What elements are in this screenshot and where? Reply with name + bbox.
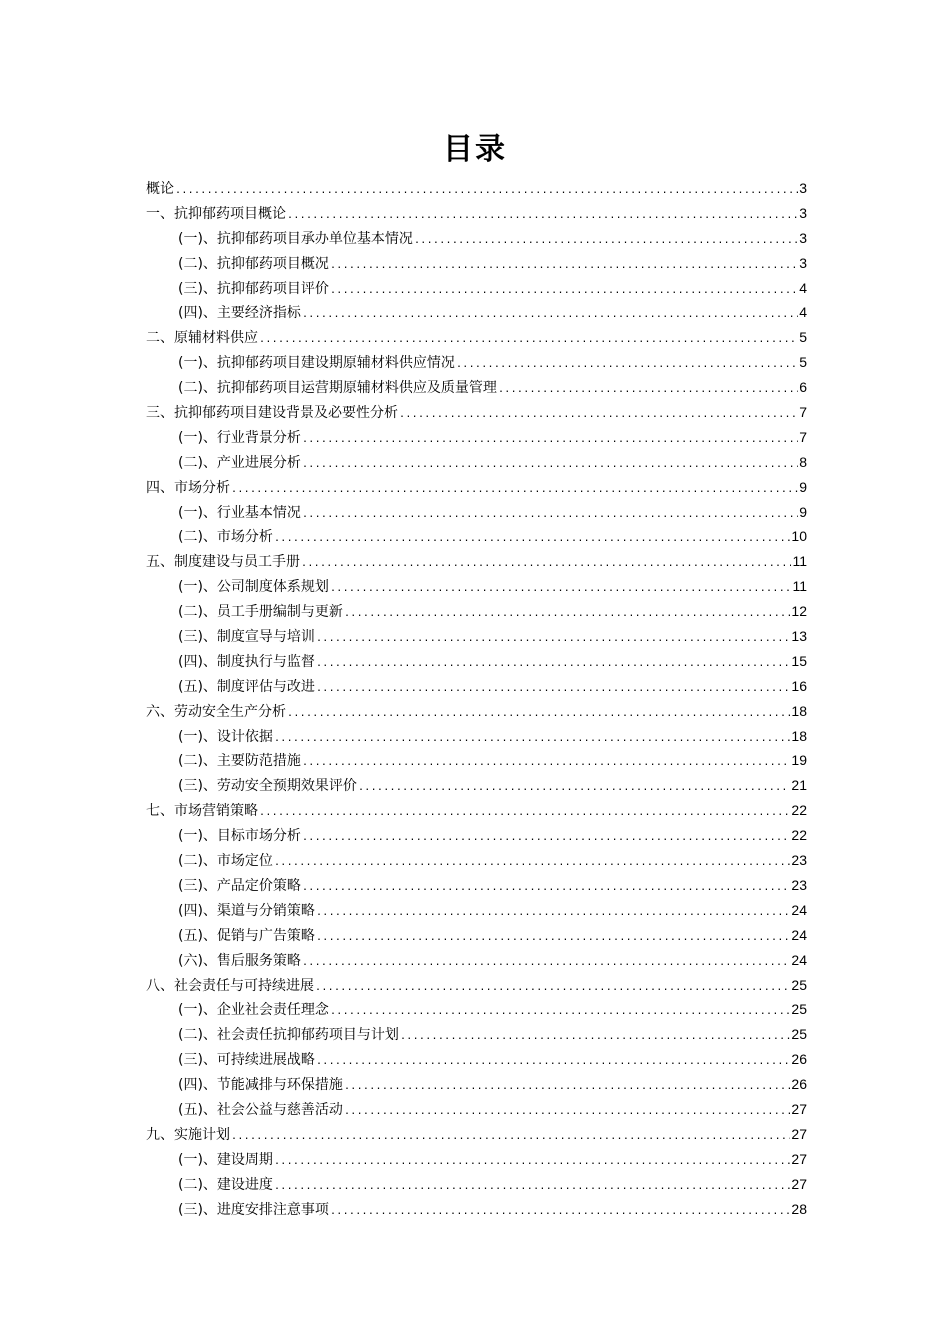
toc-page-number[interactable]: 3: [799, 254, 807, 271]
dot-leader: [316, 652, 790, 677]
toc-page-number[interactable]: 26: [791, 1051, 807, 1068]
toc-entry-text[interactable]: (三)、进度安排注意事项: [178, 1201, 329, 1218]
toc-subsection-entry[interactable]: [146, 1172, 807, 1197]
toc-page-number[interactable]: 15: [791, 652, 807, 669]
toc-section-entry[interactable]: [146, 1122, 807, 1147]
toc-page-number[interactable]: 27: [791, 1125, 807, 1142]
toc-entry-text[interactable]: 八、社会责任与可持续进展: [146, 977, 314, 994]
toc-entry-text[interactable]: (二)、抗抑郁药项目概况: [178, 255, 329, 272]
dot-leader: [302, 503, 798, 528]
toc-subsection-entry[interactable]: [146, 649, 807, 674]
dot-leader: [344, 1075, 790, 1100]
toc-page-number[interactable]: 11: [792, 578, 807, 595]
toc-page-number[interactable]: 4: [799, 279, 807, 296]
toc-subsection-entry[interactable]: [146, 500, 807, 525]
toc-subsection-entry[interactable]: [146, 251, 807, 276]
dot-leader: [302, 751, 790, 776]
toc-subsection-entry[interactable]: [146, 425, 807, 450]
dot-leader: [274, 851, 790, 876]
toc-entry-text[interactable]: (五)、制度评估与改进: [178, 678, 315, 695]
dot-leader: [259, 328, 798, 353]
toc-page-number[interactable]: 27: [791, 1150, 807, 1167]
toc-subsection-entry[interactable]: [146, 350, 807, 375]
dot-leader: [274, 1150, 790, 1175]
toc-page-number[interactable]: 22: [791, 827, 807, 844]
toc-section-entry[interactable]: [146, 475, 807, 500]
toc-page-number[interactable]: 23: [791, 852, 807, 869]
toc-subsection-entry[interactable]: [146, 375, 807, 400]
toc-subsection-entry[interactable]: [146, 300, 807, 325]
toc-page-number[interactable]: 5: [799, 329, 807, 346]
dot-leader: [316, 901, 790, 926]
toc-subsection-entry[interactable]: [146, 1072, 807, 1097]
dot-leader: [330, 1000, 790, 1025]
toc-entry-text[interactable]: (一)、行业背景分析: [178, 429, 301, 446]
dot-leader: [344, 1100, 790, 1125]
toc-entry-text[interactable]: 四、市场分析: [146, 479, 230, 496]
toc-entry-text[interactable]: (二)、抗抑郁药项目运营期原辅材料供应及质量管理: [178, 380, 497, 397]
toc-page-number[interactable]: 3: [799, 229, 807, 246]
toc-page-number[interactable]: 9: [799, 478, 807, 495]
toc-entry-text[interactable]: (四)、制度执行与监督: [178, 653, 315, 670]
toc-section-entry[interactable]: [146, 699, 807, 724]
toc-page-number[interactable]: 8: [799, 453, 807, 470]
toc-page-number[interactable]: 28: [791, 1200, 807, 1217]
toc-subsection-entry[interactable]: [146, 1047, 807, 1072]
toc-entry-text[interactable]: (五)、社会公益与慈善活动: [178, 1101, 343, 1118]
toc-page-number[interactable]: 5: [799, 354, 807, 371]
dot-leader: [259, 801, 790, 826]
toc-entry-text[interactable]: (二)、产业进展分析: [178, 454, 301, 471]
toc-entry-text[interactable]: (三)、劳动安全预期效果评价: [178, 778, 357, 795]
dot-leader: [302, 303, 798, 328]
toc-page-number[interactable]: 25: [791, 1026, 807, 1043]
page-title: 目录: [443, 132, 507, 167]
toc-entry-text[interactable]: (六)、售后服务策略: [178, 952, 301, 969]
toc-entry-text[interactable]: (四)、渠道与分销策略: [178, 902, 315, 919]
toc-page-number[interactable]: 21: [791, 777, 807, 794]
dot-leader: [274, 727, 790, 752]
toc-entry-text[interactable]: 三、抗抑郁药项目建设背景及必要性分析: [146, 405, 398, 422]
dot-leader: [274, 527, 790, 552]
dot-leader: [302, 428, 798, 453]
toc-page-number[interactable]: 6: [799, 379, 807, 396]
toc-page-number[interactable]: 3: [799, 204, 807, 221]
toc-entry-text[interactable]: (三)、可持续进展战略: [178, 1052, 315, 1069]
dot-leader: [316, 1050, 790, 1075]
toc-page-number[interactable]: 12: [791, 603, 807, 620]
toc-entry-text[interactable]: (四)、节能减排与环保措施: [178, 1077, 343, 1094]
toc-section-entry[interactable]: [146, 549, 807, 574]
toc-page-number[interactable]: 18: [791, 727, 807, 744]
toc-subsection-entry[interactable]: [146, 848, 807, 873]
toc-subsection-entry[interactable]: [146, 1197, 807, 1222]
toc-page-number[interactable]: 26: [791, 1076, 807, 1093]
toc-entry-text[interactable]: (三)、抗抑郁药项目评价: [178, 280, 329, 297]
toc-page-number[interactable]: 27: [791, 1100, 807, 1117]
toc-page-number[interactable]: 24: [791, 951, 807, 968]
dot-leader: [231, 478, 798, 503]
dot-leader: [316, 926, 790, 951]
toc-page-number[interactable]: 16: [791, 677, 807, 694]
toc-subsection-entry[interactable]: [146, 898, 807, 923]
toc-subsection-entry[interactable]: [146, 674, 807, 699]
toc-entry-text[interactable]: (一)、目标市场分析: [178, 828, 301, 845]
dot-leader: [330, 279, 798, 304]
table-of-contents: [146, 176, 807, 1221]
toc-entry-text[interactable]: 五、制度建设与员工手册: [146, 554, 300, 571]
toc-page-number[interactable]: 7: [799, 404, 807, 421]
toc-subsection-entry[interactable]: [146, 997, 807, 1022]
toc-entry-text[interactable]: (一)、建设周期: [178, 1151, 273, 1168]
toc-subsection-entry[interactable]: [146, 226, 807, 251]
toc-subsection-entry[interactable]: [146, 948, 807, 973]
toc-page-number[interactable]: 19: [791, 752, 807, 769]
toc-entry-text[interactable]: (一)、公司制度体系规划: [178, 579, 329, 596]
dot-leader: [456, 353, 798, 378]
dot-leader: [287, 702, 790, 727]
toc-page-number[interactable]: 9: [799, 503, 807, 520]
toc-entry-text[interactable]: (二)、主要防范措施: [178, 753, 301, 770]
toc-entry-text[interactable]: (二)、建设进度: [178, 1176, 273, 1193]
toc-subsection-entry[interactable]: [146, 748, 807, 773]
toc-page-number[interactable]: 24: [791, 901, 807, 918]
toc-subsection-entry[interactable]: [146, 724, 807, 749]
dot-leader: [414, 229, 798, 254]
toc-subsection-entry[interactable]: [146, 276, 807, 301]
toc-subsection-entry[interactable]: [146, 450, 807, 475]
toc-page-number[interactable]: 10: [791, 528, 807, 545]
toc-entry-text[interactable]: (二)、社会责任抗抑郁药项目与计划: [178, 1027, 399, 1044]
dot-leader: [400, 1025, 790, 1050]
toc-page-number[interactable]: 22: [791, 802, 807, 819]
dot-leader: [274, 1175, 790, 1200]
toc-subsection-entry[interactable]: [146, 773, 807, 798]
toc-subsection-entry[interactable]: [146, 823, 807, 848]
dot-leader: [302, 951, 790, 976]
toc-entry-text[interactable]: (一)、抗抑郁药项目承办单位基本情况: [178, 230, 413, 247]
toc-page-number[interactable]: 23: [791, 876, 807, 893]
toc-entry-text[interactable]: (二)、市场分析: [178, 529, 273, 546]
toc-subsection-entry[interactable]: [146, 1022, 807, 1047]
toc-entry-text[interactable]: (五)、促销与广告策略: [178, 927, 315, 944]
toc-page-number[interactable]: 27: [791, 1175, 807, 1192]
dot-leader: [330, 1200, 790, 1225]
toc-page-number[interactable]: 24: [791, 926, 807, 943]
toc-page-number[interactable]: 13: [791, 628, 807, 645]
toc-page-number[interactable]: 11: [792, 553, 807, 570]
toc-entry-text[interactable]: 二、原辅材料供应: [146, 330, 258, 347]
toc-page-number[interactable]: 18: [791, 702, 807, 719]
toc-subsection-entry[interactable]: [146, 873, 807, 898]
toc-section-entry[interactable]: [146, 400, 807, 425]
toc-page-number[interactable]: 7: [799, 428, 807, 445]
toc-entry-text[interactable]: (一)、抗抑郁药项目建设期原辅材料供应情况: [178, 355, 455, 372]
dot-leader: [302, 826, 790, 851]
toc-page-number[interactable]: 4: [799, 304, 807, 321]
toc-entry-text[interactable]: (二)、市场定位: [178, 853, 273, 870]
toc-page-number[interactable]: 3: [799, 180, 807, 196]
toc-entry-text[interactable]: 概论: [146, 181, 174, 197]
toc-entry-text[interactable]: 七、市场营销策略: [146, 803, 258, 820]
toc-section-entry[interactable]: [146, 201, 807, 226]
toc-entry-text[interactable]: (一)、企业社会责任理念: [178, 1002, 329, 1019]
toc-entry-text[interactable]: (三)、制度宣导与培训: [178, 629, 315, 646]
toc-section-entry[interactable]: [146, 798, 807, 823]
toc-entry-text[interactable]: 一、抗抑郁药项目概论: [146, 205, 286, 222]
dot-leader: [498, 378, 798, 403]
toc-subsection-entry[interactable]: [146, 1097, 807, 1122]
toc-entry-text[interactable]: (三)、产品定价策略: [178, 877, 301, 894]
toc-entry-text[interactable]: (一)、行业基本情况: [178, 504, 301, 521]
toc-entry-text[interactable]: (一)、设计依据: [178, 728, 273, 745]
dot-leader: [358, 776, 790, 801]
toc-subsection-entry[interactable]: [146, 1147, 807, 1172]
dot-leader: [175, 179, 798, 204]
toc-page-number[interactable]: 25: [791, 976, 807, 993]
toc-entry-text[interactable]: 九、实施计划: [146, 1126, 230, 1143]
toc-section-entry[interactable]: [146, 973, 807, 998]
dot-leader: [316, 677, 790, 702]
toc-subsection-entry[interactable]: [146, 574, 807, 599]
toc-subsection-entry[interactable]: [146, 923, 807, 948]
toc-entry-text[interactable]: 六、劳动安全生产分析: [146, 703, 286, 720]
toc-entry-text[interactable]: (四)、主要经济指标: [178, 305, 301, 322]
dot-leader: [231, 1125, 790, 1150]
dot-leader: [302, 453, 798, 478]
toc-page-number[interactable]: 25: [791, 1001, 807, 1018]
dot-leader: [287, 204, 798, 229]
dot-leader: [301, 552, 791, 577]
dot-leader: [316, 627, 790, 652]
toc-section-entry[interactable]: [146, 176, 807, 201]
dot-leader: [399, 403, 798, 428]
toc-subsection-entry[interactable]: [146, 599, 807, 624]
toc-section-entry[interactable]: [146, 325, 807, 350]
dot-leader: [344, 602, 790, 627]
dot-leader: [315, 976, 790, 1001]
toc-subsection-entry[interactable]: [146, 524, 807, 549]
toc-entry-text[interactable]: (二)、员工手册编制与更新: [178, 604, 343, 621]
dot-leader: [330, 254, 798, 279]
dot-leader: [302, 876, 790, 901]
dot-leader: [330, 577, 792, 602]
toc-subsection-entry[interactable]: [146, 624, 807, 649]
